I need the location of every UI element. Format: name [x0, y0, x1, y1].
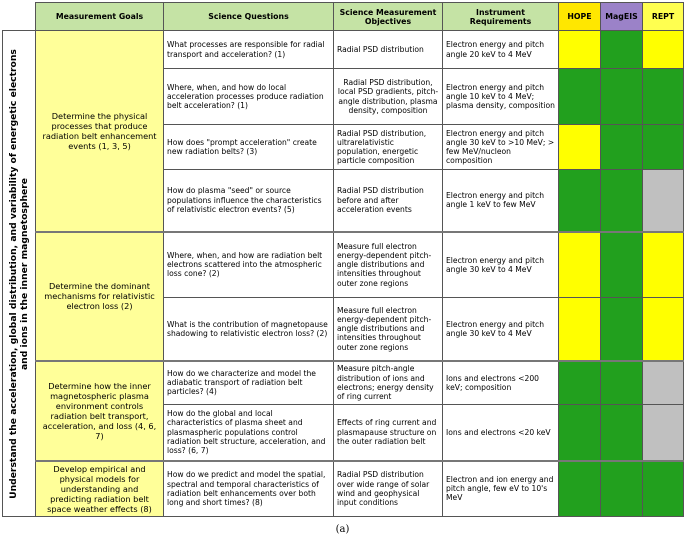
mageis-swatch: [601, 361, 643, 405]
hope-swatch: [559, 170, 601, 232]
header-requirements: Instrument Requirements: [443, 3, 559, 31]
objective-cell: Effects of ring current and plasmapause structure on the outer radiation belt: [334, 405, 443, 461]
header-corner: [3, 3, 36, 31]
header-mageis: MagEIS: [601, 3, 643, 31]
objective-cell: Measure full electron energy-dependent pitch-angle distributions and intensities throughout outer zone regions: [334, 298, 443, 361]
question-cell: Where, when, and how do local acceleration processes produce radiation belt acceleration? (1): [164, 69, 334, 125]
figure-caption: (a): [335, 524, 350, 535]
rept-swatch: [643, 125, 684, 170]
objective-cell: Radial PSD distribution: [334, 31, 443, 69]
objective-cell: Radial PSD distribution over wide range of solar wind and geophysical input conditions: [334, 461, 443, 517]
table-row: [3, 461, 684, 517]
rept-swatch: [643, 170, 684, 232]
goal-cell: Develop empirical and physical models for understanding and predicting radiation belt space weather effects (8): [36, 461, 164, 517]
table-row: [3, 361, 684, 405]
goal-cell: Determine the physical processes that produce radiation belt enhancement events (1, 3, 5): [36, 31, 164, 232]
mageis-swatch: [601, 170, 643, 232]
header-questions: Science Questions: [164, 3, 334, 31]
header-hope: HOPE: [559, 3, 601, 31]
rept-swatch: [643, 232, 684, 298]
requirement-cell: Ions and electrons <200 keV; composition: [443, 361, 559, 405]
table-row: [3, 232, 684, 298]
rept-swatch: [643, 298, 684, 361]
side-label-cell: [3, 31, 36, 517]
requirement-cell: Electron energy and pitch angle 30 keV to 4 MeV: [443, 298, 559, 361]
goal-cell: Determine the dominant mechanisms for relativistic electron loss (2): [36, 232, 164, 361]
requirement-cell: Electron and ion energy and pitch angle, few eV to 10's MeV: [443, 461, 559, 517]
question-cell: Where, when, and how are radiation belt electrons scattered into the atmospheric loss cone? (2): [164, 232, 334, 298]
hope-swatch: [559, 232, 601, 298]
requirement-cell: Electron energy and pitch angle 20 keV to 4 MeV: [443, 31, 559, 69]
header-row: [3, 3, 684, 31]
requirement-cell: Electron energy and pitch angle 10 keV to 4 MeV; plasma density, composition: [443, 69, 559, 125]
mageis-swatch: [601, 232, 643, 298]
objective-cell: Measure pitch-angle distribution of ions and electrons; energy density of ring current: [334, 361, 443, 405]
rept-swatch: [643, 461, 684, 517]
requirement-cell: Electron energy and pitch angle 30 keV to >10 MeV; > few MeV/nucleon composition: [443, 125, 559, 170]
rept-swatch: [643, 405, 684, 461]
question-cell: What processes are responsible for radial transport and acceleration? (1): [164, 31, 334, 69]
rept-swatch: [643, 31, 684, 69]
question-cell: How do we predict and model the spatial, spectral and temporal characteristics of radiation belt enhancements over both long and short times? (8): [164, 461, 334, 517]
header-objectives: Science Measurement Objectives: [334, 3, 443, 31]
mageis-swatch: [601, 31, 643, 69]
goal-cell: Determine how the inner magnetospheric plasma environment controls radiation belt transport, acceleration, and loss (4, 6, 7): [36, 361, 164, 461]
header-goals: Measurement Goals: [36, 3, 164, 31]
objective-cell: Radial PSD distribution, ultrarelativistic population, energetic particle composition: [334, 125, 443, 170]
header-rept: REPT: [643, 3, 684, 31]
requirement-cell: Electron energy and pitch angle 30 keV to 4 MeV: [443, 232, 559, 298]
mageis-swatch: [601, 69, 643, 125]
hope-swatch: [559, 361, 601, 405]
objective-cell: Radial PSD distribution, local PSD gradients, pitch-angle distribution, plasma density, composition: [334, 69, 443, 125]
hope-swatch: [559, 125, 601, 170]
mageis-swatch: [601, 125, 643, 170]
hope-swatch: [559, 69, 601, 125]
question-cell: How do we characterize and model the adiabatic transport of radiation belt particles? (4): [164, 361, 334, 405]
hope-swatch: [559, 298, 601, 361]
mageis-swatch: [601, 461, 643, 517]
question-cell: How do plasma "seed" or source populations influence the characteristics of relativistic electron events? (5): [164, 170, 334, 232]
table-row: [3, 31, 684, 69]
rept-swatch: [643, 69, 684, 125]
hope-swatch: [559, 461, 601, 517]
mageis-swatch: [601, 298, 643, 361]
objective-cell: Radial PSD distribution before and after acceleration events: [334, 170, 443, 232]
hope-swatch: [559, 405, 601, 461]
question-cell: How do the global and local characteristics of plasma sheet and plasmaspheric populations control radiation belt structure, acceleration, and loss? (6, 7): [164, 405, 334, 461]
objective-cell: Measure full electron energy-dependent pitch-angle distributions and intensities throughout outer zone regions: [334, 232, 443, 298]
mageis-swatch: [601, 405, 643, 461]
question-cell: What is the contribution of magnetopause shadowing to relativistic electron loss? (2): [164, 298, 334, 361]
side-label: Understand the acceleration, global distribution, and variability of energetic electrons and ions in the inner magnetosphere: [8, 48, 30, 499]
hope-swatch: [559, 31, 601, 69]
question-cell: How does "prompt acceleration" create new radiation belts? (3): [164, 125, 334, 170]
requirement-cell: Electron energy and pitch angle 1 keV to few MeV: [443, 170, 559, 232]
rept-swatch: [643, 361, 684, 405]
measurement-requirements-table: [2, 2, 684, 517]
requirement-cell: Ions and electrons <20 keV: [443, 405, 559, 461]
